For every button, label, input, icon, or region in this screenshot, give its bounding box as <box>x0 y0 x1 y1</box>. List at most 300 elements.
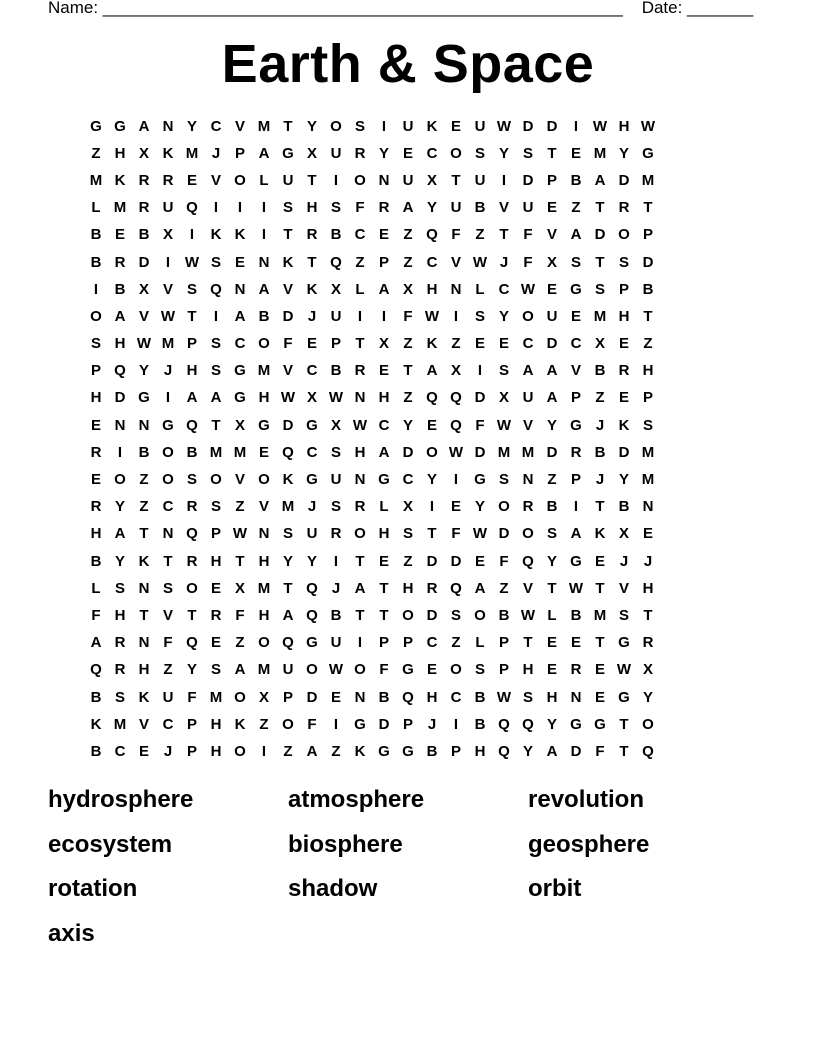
grid-letter: H <box>90 525 102 543</box>
grid-letter: E <box>618 335 629 353</box>
grid-letter: S <box>450 606 461 624</box>
grid-letter: H <box>306 199 318 217</box>
grid-letter: K <box>426 117 438 135</box>
grid-letter: R <box>90 498 102 516</box>
grid-letter: C <box>522 335 534 353</box>
grid-letter: U <box>330 634 342 652</box>
grid-letter: W <box>472 525 488 543</box>
grid-letter: F <box>499 552 509 570</box>
grid-letter: W <box>184 253 200 271</box>
grid-letter: V <box>618 579 629 597</box>
grid-letter: Z <box>547 471 557 489</box>
grid-letter: O <box>186 579 198 597</box>
grid-letter: C <box>234 335 246 353</box>
grid-letter: R <box>114 634 126 652</box>
grid-row <box>84 303 744 330</box>
grid-letter: Q <box>522 552 534 570</box>
grid-row <box>84 657 744 684</box>
grid-letter: L <box>379 498 389 516</box>
grid-letter: A <box>90 634 102 652</box>
word-bank <box>48 778 768 956</box>
grid-letter: U <box>402 117 414 135</box>
grid-letter: B <box>594 443 606 461</box>
grid-letter: A <box>282 606 294 624</box>
grid-letter: T <box>619 742 629 760</box>
grid-letter: E <box>378 552 389 570</box>
grid-letter: E <box>402 144 413 162</box>
grid-letter: A <box>114 525 126 543</box>
grid-letter: I <box>381 117 387 135</box>
grid-letter: P <box>186 742 197 760</box>
grid-letter: T <box>139 606 149 624</box>
grid-letter: E <box>210 634 221 652</box>
grid-letter: S <box>498 362 509 380</box>
grid-letter: G <box>114 117 126 135</box>
grid-letter: L <box>91 579 101 597</box>
grid-letter: P <box>282 688 293 706</box>
grid-letter: Z <box>163 661 173 679</box>
grid-letter: N <box>234 280 246 298</box>
grid-letter: Z <box>403 552 413 570</box>
grid-letter: R <box>570 443 582 461</box>
grid-letter: H <box>522 661 534 679</box>
grid-letter: H <box>210 742 222 760</box>
grid-letter: N <box>354 688 366 706</box>
grid-letter: K <box>114 171 126 189</box>
grid-letter: N <box>522 471 534 489</box>
grid-letter: T <box>355 335 365 353</box>
grid-letter: Q <box>186 634 198 652</box>
grid-letter: I <box>381 307 387 325</box>
grid-letter: J <box>163 742 173 760</box>
grid-letter: E <box>138 742 149 760</box>
grid-letter: C <box>498 280 510 298</box>
grid-letter: T <box>283 226 293 244</box>
grid-letter: O <box>426 443 438 461</box>
grid-letter: S <box>402 525 413 543</box>
grid-letter: O <box>642 715 654 733</box>
grid-letter: B <box>570 171 582 189</box>
grid-letter: N <box>378 171 390 189</box>
grid-letter: E <box>90 416 101 434</box>
grid-letter: O <box>330 117 342 135</box>
grid-letter: W <box>592 117 608 135</box>
grid-letter: P <box>546 171 557 189</box>
grid-row <box>84 466 744 493</box>
grid-letter: T <box>595 634 605 652</box>
grid-letter: S <box>642 416 653 434</box>
grid-letter: K <box>90 715 102 733</box>
grid-letter: D <box>378 715 390 733</box>
grid-letter: Y <box>426 471 437 489</box>
grid-letter: S <box>354 117 365 135</box>
grid-letter: V <box>138 715 149 733</box>
grid-letter: Q <box>282 443 294 461</box>
grid-letter: X <box>378 335 389 353</box>
grid-letter: R <box>210 606 222 624</box>
grid-letter: X <box>426 171 437 189</box>
grid-letter: G <box>162 416 174 434</box>
grid-letter: D <box>546 443 558 461</box>
grid-letter: X <box>138 144 149 162</box>
grid-letter: P <box>186 335 197 353</box>
grid-letter: Y <box>306 117 317 135</box>
grid-letter: I <box>165 253 171 271</box>
grid-letter: Q <box>306 579 318 597</box>
grid-letter: X <box>258 688 269 706</box>
grid-letter: R <box>570 661 582 679</box>
grid-letter: S <box>618 253 629 271</box>
grid-letter: B <box>474 199 486 217</box>
grid-letter: A <box>354 579 366 597</box>
grid-letter: S <box>210 253 221 271</box>
grid-letter: G <box>474 471 486 489</box>
grid-letter: P <box>642 226 653 244</box>
grid-letter: P <box>330 335 341 353</box>
grid-letter: X <box>234 416 245 434</box>
grid-letter: T <box>595 498 605 516</box>
grid-letter: M <box>521 443 535 461</box>
grid-letter: B <box>90 688 102 706</box>
grid-letter: J <box>499 253 509 271</box>
word-bank-item: geosphere <box>528 830 650 858</box>
grid-row <box>84 684 744 711</box>
grid-letter: F <box>403 307 413 325</box>
grid-letter: O <box>210 471 222 489</box>
grid-letter: P <box>210 525 221 543</box>
grid-letter: W <box>352 416 368 434</box>
grid-letter: P <box>450 742 461 760</box>
grid-letter: P <box>618 280 629 298</box>
grid-letter: Q <box>450 579 462 597</box>
grid-letter: I <box>237 199 243 217</box>
grid-letter: C <box>402 471 414 489</box>
grid-letter: H <box>426 280 438 298</box>
grid-letter: V <box>282 362 293 380</box>
grid-letter: Q <box>210 280 222 298</box>
grid-letter: Q <box>282 634 294 652</box>
grid-letter: Z <box>331 742 341 760</box>
word-bank-item: orbit <box>528 875 582 902</box>
grid-letter: Q <box>450 389 462 407</box>
grid-letter: G <box>306 634 318 652</box>
grid-letter: P <box>402 715 413 733</box>
grid-letter: P <box>402 634 413 652</box>
grid-letter: L <box>355 280 365 298</box>
grid-letter: R <box>642 634 654 652</box>
grid-letter: F <box>475 416 485 434</box>
grid-letter: Q <box>330 253 342 271</box>
grid-letter: C <box>570 335 582 353</box>
grid-letter: W <box>520 280 536 298</box>
grid-letter: O <box>90 307 102 325</box>
grid-letter: R <box>90 443 102 461</box>
grid-letter: H <box>210 552 222 570</box>
grid-letter: K <box>306 280 318 298</box>
grid-letter: B <box>570 606 582 624</box>
grid-letter: Q <box>450 416 462 434</box>
grid-letter: H <box>210 715 222 733</box>
grid-letter: O <box>402 606 414 624</box>
grid-letter: B <box>138 226 150 244</box>
grid-letter: K <box>426 335 438 353</box>
grid-letter: Q <box>522 715 534 733</box>
grid-letter: M <box>209 443 223 461</box>
grid-letter: K <box>282 471 294 489</box>
grid-letter: H <box>258 389 270 407</box>
grid-letter: B <box>330 226 342 244</box>
grid-letter: G <box>594 715 606 733</box>
grid-letter: B <box>426 742 438 760</box>
grid-letter: O <box>354 171 366 189</box>
grid-letter: X <box>330 280 341 298</box>
grid-row <box>84 276 744 303</box>
grid-letter: S <box>210 498 221 516</box>
grid-letter: B <box>330 606 342 624</box>
grid-letter: P <box>570 389 581 407</box>
grid-letter: J <box>307 307 317 325</box>
grid-letter: I <box>189 226 195 244</box>
grid-letter: W <box>568 579 584 597</box>
grid-letter: S <box>210 335 221 353</box>
grid-letter: D <box>402 443 414 461</box>
grid-letter: O <box>498 498 510 516</box>
grid-letter: T <box>643 307 653 325</box>
grid-letter: V <box>162 280 173 298</box>
grid-letter: F <box>187 688 197 706</box>
grid-row <box>84 439 744 466</box>
grid-letter: F <box>523 253 533 271</box>
grid-letter: G <box>570 715 582 733</box>
grid-letter: J <box>331 579 341 597</box>
grid-letter: T <box>595 199 605 217</box>
grid-letter: V <box>546 226 557 244</box>
grid-letter: K <box>162 144 174 162</box>
grid-letter: G <box>306 416 318 434</box>
grid-letter: D <box>546 117 558 135</box>
grid-letter: H <box>618 117 630 135</box>
grid-letter: A <box>378 280 390 298</box>
grid-letter: S <box>330 199 341 217</box>
grid-letter: K <box>234 715 246 733</box>
grid-letter: A <box>258 280 270 298</box>
grid-letter: S <box>210 362 221 380</box>
grid-letter: G <box>234 362 246 380</box>
grid-letter: B <box>90 552 102 570</box>
grid-letter: F <box>235 606 245 624</box>
grid-letter: B <box>474 715 486 733</box>
grid-letter: K <box>138 552 150 570</box>
grid-letter: I <box>261 199 267 217</box>
grid-letter: G <box>90 117 102 135</box>
grid-letter: Z <box>475 226 485 244</box>
grid-letter: R <box>186 498 198 516</box>
grid-letter: A <box>594 171 606 189</box>
grid-letter: O <box>114 471 126 489</box>
grid-letter: O <box>258 634 270 652</box>
grid-letter: S <box>186 280 197 298</box>
grid-letter: I <box>333 171 339 189</box>
grid-letter: G <box>570 280 582 298</box>
grid-letter: O <box>618 226 630 244</box>
grid-letter: O <box>258 471 270 489</box>
grid-letter: U <box>282 171 294 189</box>
grid-letter: D <box>282 307 294 325</box>
grid-letter: Q <box>114 362 126 380</box>
grid-letter: R <box>162 171 174 189</box>
grid-letter: F <box>523 226 533 244</box>
grid-letter: D <box>474 443 486 461</box>
grid-letter: X <box>138 280 149 298</box>
grid-letter: U <box>522 389 534 407</box>
grid-letter: L <box>475 280 485 298</box>
grid-letter: J <box>163 362 173 380</box>
grid-letter: K <box>234 226 246 244</box>
word-bank-item: atmosphere <box>288 786 425 813</box>
grid-letter: M <box>89 171 103 189</box>
grid-letter: M <box>641 443 655 461</box>
grid-letter: G <box>402 742 414 760</box>
grid-letter: Z <box>451 335 461 353</box>
grid-letter: T <box>643 199 653 217</box>
grid-letter: S <box>570 253 581 271</box>
grid-row <box>84 331 744 358</box>
grid-letter: D <box>546 335 558 353</box>
grid-letter: E <box>450 117 461 135</box>
grid-letter: A <box>210 389 222 407</box>
grid-letter: X <box>402 498 413 516</box>
grid-letter: E <box>90 471 101 489</box>
word-bank-item: axis <box>48 919 95 947</box>
grid-letter: A <box>474 579 486 597</box>
grid-letter: H <box>114 144 126 162</box>
grid-letter: I <box>357 634 363 652</box>
grid-letter: K <box>618 416 630 434</box>
grid-letter: P <box>642 389 653 407</box>
grid-letter: G <box>570 552 582 570</box>
page-title: Earth & Space <box>221 34 595 94</box>
grid-letter: X <box>642 661 653 679</box>
grid-letter: I <box>453 307 459 325</box>
grid-letter: J <box>619 552 629 570</box>
grid-letter: R <box>378 199 390 217</box>
grid-letter: M <box>593 606 607 624</box>
grid-letter: R <box>114 253 126 271</box>
grid-letter: M <box>257 579 271 597</box>
grid-letter: I <box>501 171 507 189</box>
grid-letter: Y <box>114 552 125 570</box>
grid-letter: F <box>307 715 317 733</box>
grid-letter: E <box>378 362 389 380</box>
grid-letter: B <box>474 688 486 706</box>
grid-letter: O <box>162 471 174 489</box>
grid-letter: B <box>138 443 150 461</box>
grid-letter: W <box>496 416 512 434</box>
grid-letter: Y <box>306 552 317 570</box>
grid-letter: M <box>161 335 175 353</box>
grid-letter: E <box>546 661 557 679</box>
grid-letter: E <box>546 634 557 652</box>
grid-letter: L <box>475 634 485 652</box>
grid-letter: T <box>307 253 317 271</box>
grid-letter: W <box>424 307 440 325</box>
grid-letter: Y <box>546 416 557 434</box>
grid-letter: C <box>450 688 462 706</box>
grid-letter: I <box>261 742 267 760</box>
grid-row <box>84 412 744 439</box>
grid-letter: E <box>210 579 221 597</box>
grid-letter: A <box>306 742 318 760</box>
grid-letter: T <box>379 579 389 597</box>
grid-letter: A <box>234 307 246 325</box>
grid-letter: W <box>328 389 344 407</box>
grid-letter: M <box>113 715 127 733</box>
grid-letter: Z <box>91 144 101 162</box>
grid-letter: F <box>379 661 389 679</box>
grid-letter: S <box>522 688 533 706</box>
grid-letter: Y <box>378 144 389 162</box>
grid-letter: E <box>498 335 509 353</box>
grid-letter: E <box>570 144 581 162</box>
grid-letter: Y <box>186 117 197 135</box>
grid-letter: P <box>498 661 509 679</box>
grid-letter: M <box>257 661 271 679</box>
grid-letter: E <box>546 199 557 217</box>
grid-letter: G <box>234 389 246 407</box>
grid-row <box>84 602 744 629</box>
grid-letter: W <box>496 688 512 706</box>
grid-letter: Z <box>235 498 245 516</box>
grid-letter: E <box>114 226 125 244</box>
grid-letter: E <box>258 443 269 461</box>
grid-letter: I <box>117 443 123 461</box>
grid-letter: K <box>594 525 606 543</box>
grid-letter: O <box>282 715 294 733</box>
grid-letter: O <box>234 688 246 706</box>
grid-letter: H <box>378 389 390 407</box>
grid-letter: S <box>498 471 509 489</box>
grid-letter: P <box>90 362 101 380</box>
grid-letter: Q <box>642 742 654 760</box>
grid-letter: G <box>354 715 366 733</box>
grid-letter: K <box>354 742 366 760</box>
grid-letter: Q <box>186 416 198 434</box>
grid-letter: U <box>402 171 414 189</box>
grid-letter: D <box>642 253 654 271</box>
grid-letter: F <box>283 335 293 353</box>
grid-row <box>84 548 744 575</box>
grid-letter: T <box>307 171 317 189</box>
grid-letter: H <box>474 742 486 760</box>
grid-letter: O <box>306 661 318 679</box>
grid-letter: Y <box>474 498 485 516</box>
grid-letter: V <box>522 579 533 597</box>
grid-letter: W <box>616 661 632 679</box>
grid-letter: B <box>546 498 558 516</box>
grid-letter: V <box>522 416 533 434</box>
grid-letter: C <box>306 443 318 461</box>
grid-letter: L <box>259 171 269 189</box>
grid-letter: Q <box>426 226 438 244</box>
grid-letter: T <box>451 171 461 189</box>
grid-letter: E <box>594 688 605 706</box>
grid-letter: T <box>211 416 221 434</box>
grid-letter: B <box>258 307 270 325</box>
grid-letter: B <box>330 362 342 380</box>
grid-letter: C <box>426 144 438 162</box>
grid-letter: Y <box>498 307 509 325</box>
grid-letter: T <box>643 606 653 624</box>
